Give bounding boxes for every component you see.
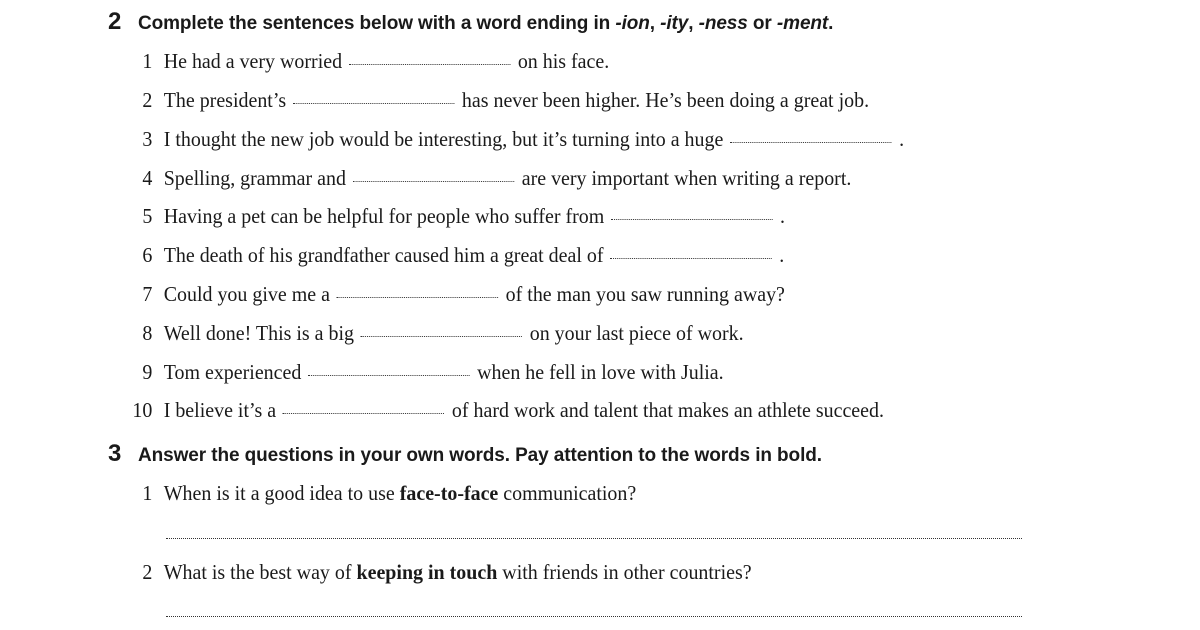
section-2-title [138,13,833,35]
item-text-after: . [899,127,905,151]
question-text-after: communication? [498,481,637,505]
item-text-after: on your last piece of work. [529,321,744,345]
item-number: 6 [142,243,153,267]
item-number: 7 [142,282,153,306]
item-number: 9 [142,360,153,384]
item-text-after: . [779,243,785,267]
answer-blank[interactable] [308,374,470,376]
exercise-item-9 [120,355,724,389]
exercise-item-10 [120,393,884,427]
item-text-before: Could you give me a [163,282,330,306]
item-text-after: when he fell in love with Julia. [477,360,724,384]
section-3-header [108,440,822,468]
exercise-item-1 [120,44,609,78]
item-text-before: Spelling, grammar and [163,166,346,190]
answer-blank[interactable] [283,412,445,414]
title-part: -ion [615,13,650,34]
answer-blank[interactable] [349,63,511,65]
exercise-item-5 [120,199,785,233]
question-text-before: What is the best way of [163,560,357,584]
item-text-after: on his face. [517,49,610,73]
title-part: , [649,13,661,34]
answer-blank[interactable] [353,180,515,182]
question-item-2 [120,555,752,589]
question-bold-phrase: face-to-face [399,481,499,505]
item-number: 3 [142,127,153,151]
item-number: 2 [142,560,153,584]
exercise-item-7 [120,277,785,311]
title-part: , [688,13,699,34]
title-part: -ness [698,13,748,34]
answer-line-2[interactable] [166,615,1022,617]
title-part: -ment [776,13,829,34]
answer-line-1[interactable] [166,537,1022,539]
item-number: 1 [142,481,153,505]
title-part: -ity [660,13,689,34]
section-3-number: 3 [108,440,122,467]
answer-blank[interactable] [611,218,773,220]
item-text-before: The death of his grandfather caused him a great deal of [163,243,604,267]
answer-blank[interactable] [730,141,892,143]
item-text-before: I believe it’s a [163,398,277,422]
title-part: or [747,13,777,34]
item-text-before: Having a pet can be helpful for people who suffer from [163,204,605,228]
section-2-header [108,8,833,36]
item-number: 10 [132,398,153,422]
item-text-after: of the man you saw running away? [505,282,785,306]
item-number: 8 [142,321,153,345]
item-number: 4 [142,166,153,190]
item-text-before: Well done! This is a big [163,321,354,345]
exercise-item-4 [120,161,851,195]
answer-blank[interactable] [361,335,523,337]
section-2-number: 2 [108,8,122,35]
item-text-after: . [780,204,786,228]
section-3-title: Answer the questions in your own words. Pay attention to the words in bold. [138,445,822,466]
item-text-after: of hard work and talent that makes an athlete succeed. [451,398,884,422]
question-bold-phrase: keeping in touch [356,560,498,584]
item-text-before: I thought the new job would be interesting, but it’s turning into a huge [163,127,724,151]
exercise-item-2 [120,83,869,117]
question-text-after: with friends in other countries? [497,560,752,584]
item-text-after: are very important when writing a report. [521,166,852,190]
item-number: 2 [142,88,153,112]
answer-blank[interactable] [337,296,499,298]
item-number: 1 [142,49,153,73]
title-part: . [828,13,834,34]
item-text-before: He had a very worried [163,49,343,73]
answer-blank[interactable] [293,102,455,104]
exercise-item-3 [120,122,904,156]
question-text-before: When is it a good idea to use [163,481,400,505]
exercise-item-6 [120,238,784,272]
item-number: 5 [142,204,153,228]
item-text-before: The president’s [163,88,287,112]
item-text-before: Tom experienced [163,360,302,384]
exercise-item-8 [120,316,744,350]
answer-blank[interactable] [610,257,772,259]
question-item-1 [120,476,636,510]
title-part: Complete the sentences below with a word ending in [138,13,616,34]
item-text-after: has never been higher. He’s been doing a great job. [461,88,870,112]
